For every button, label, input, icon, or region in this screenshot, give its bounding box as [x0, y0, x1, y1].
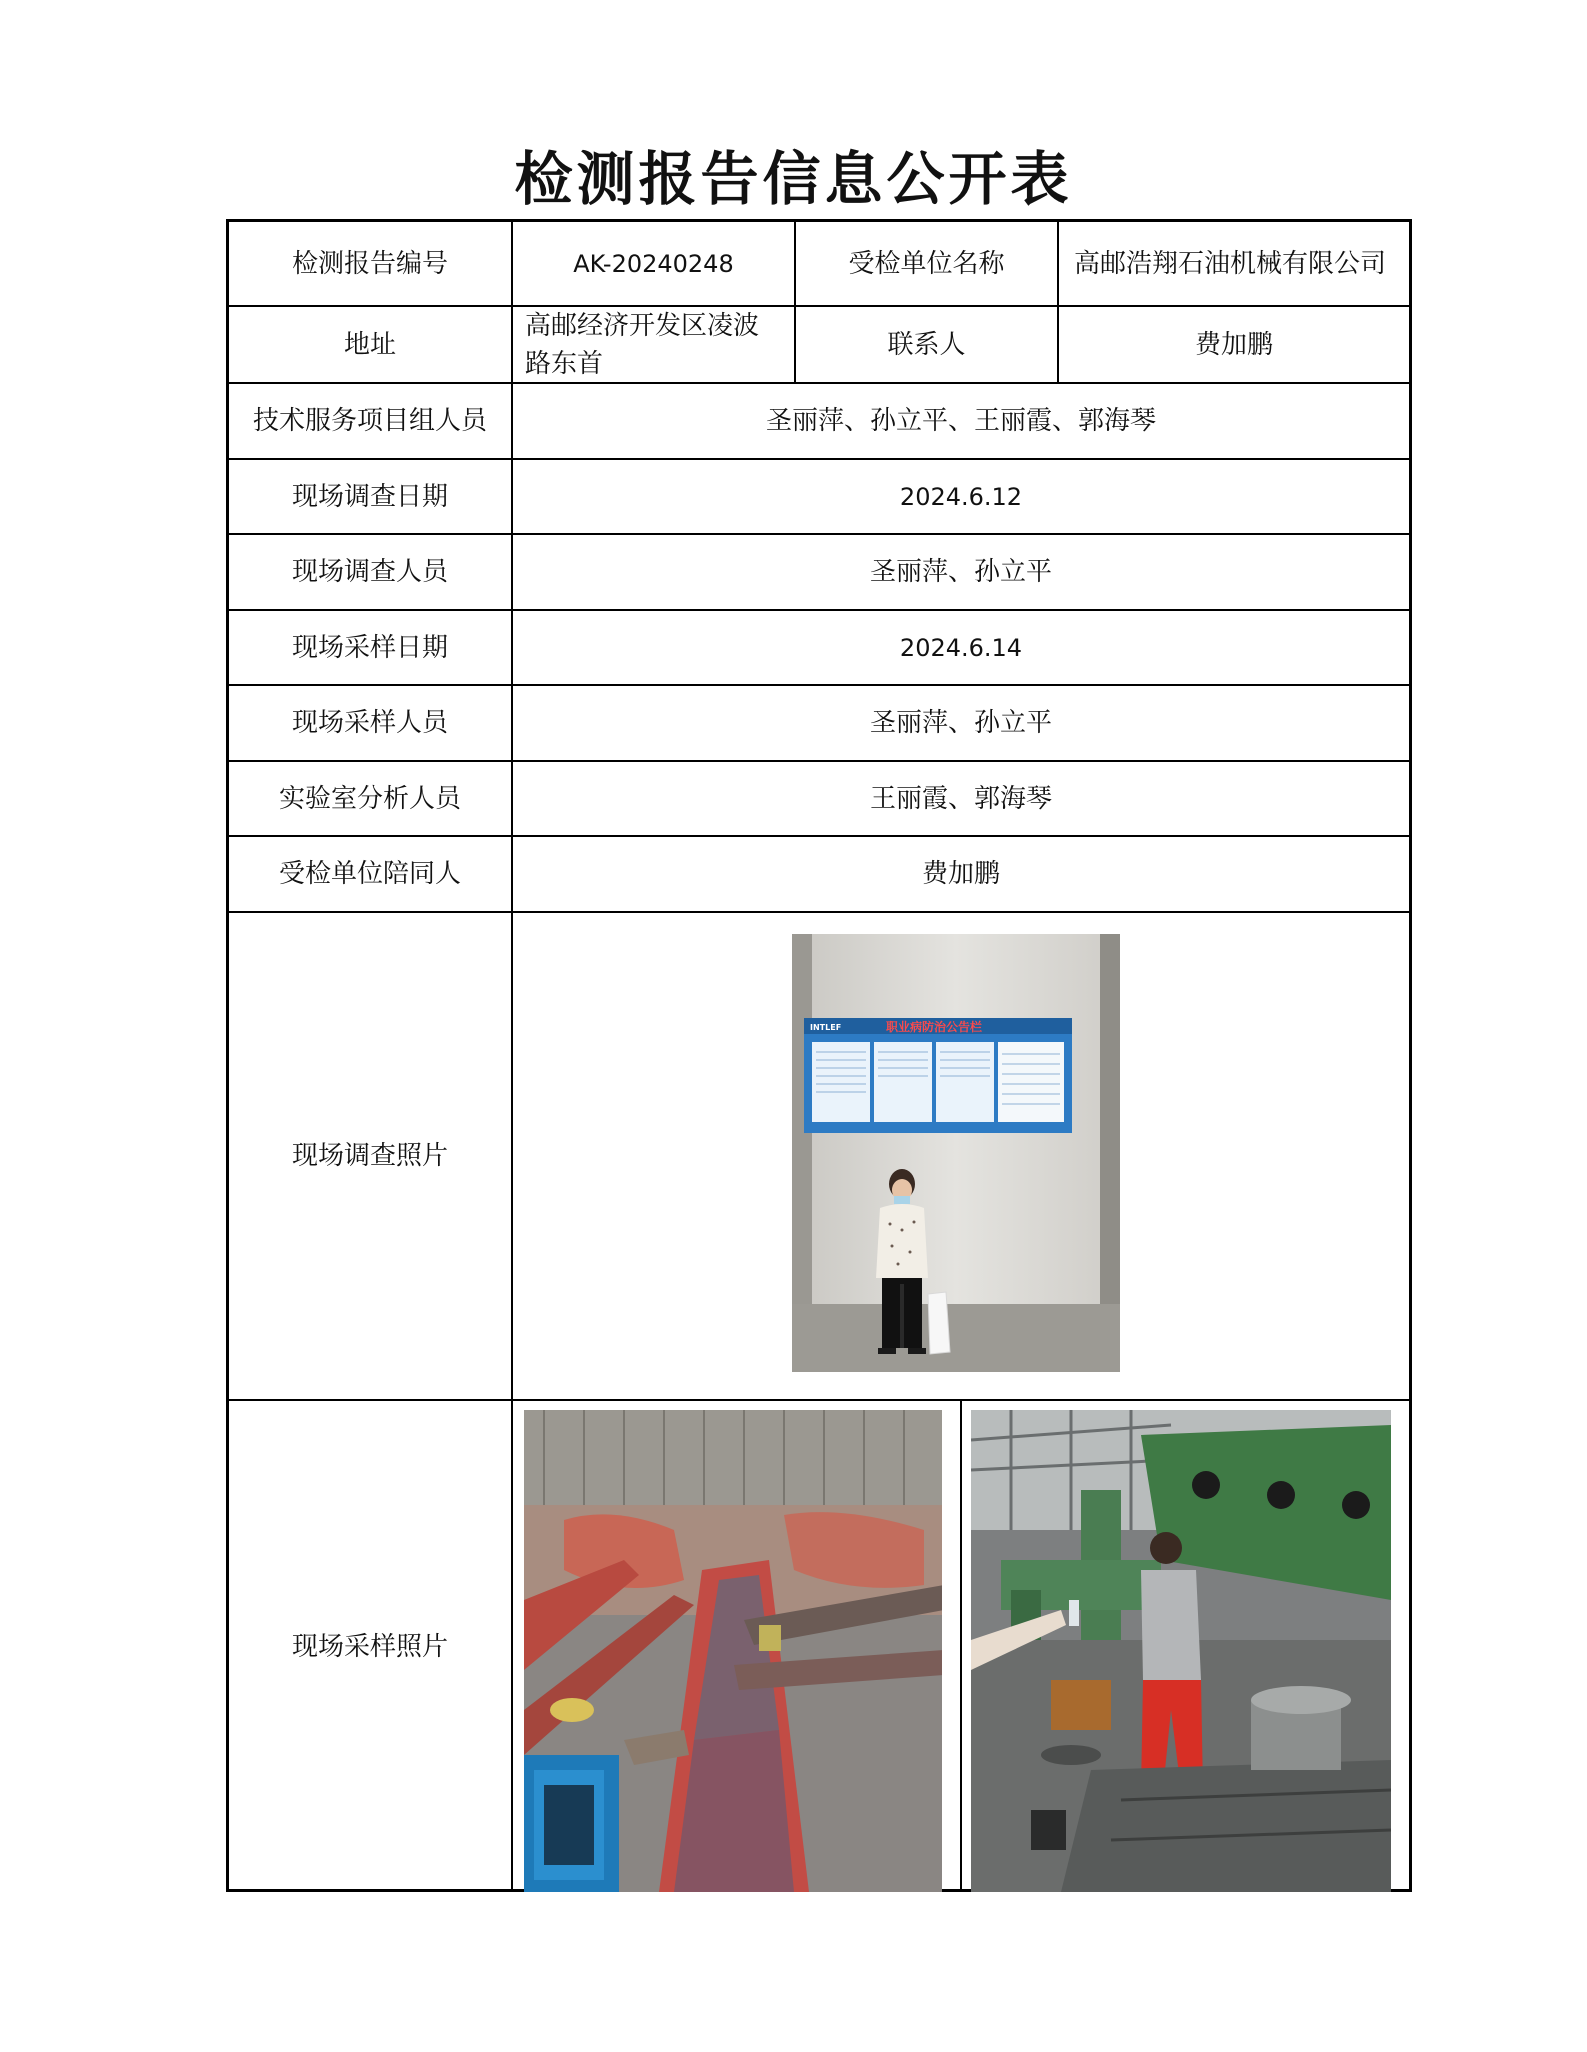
contact-label: 联系人 — [887, 329, 966, 360]
team-value: 圣丽萍、孙立平、王丽霞、郭海琴 — [765, 406, 1156, 436]
sample-photo-steel-plates — [524, 1410, 942, 1892]
survey-staff-label: 现场调查人员 — [291, 557, 448, 587]
sample-date-value: 2024.6.14 — [899, 633, 1023, 662]
lab-staff-label: 实验室分析人员 — [278, 783, 461, 814]
report-no-value: AK-20240248 — [573, 249, 734, 278]
sample-date-label: 现场采样日期 — [291, 632, 448, 663]
info-table — [226, 219, 1412, 1892]
board-logo: INTLEF — [810, 1023, 842, 1032]
address-value: 高邮经济开发区凌波路东首 — [525, 310, 760, 379]
unit-name-label: 受检单位名称 — [848, 248, 1005, 279]
board-title: 职业病防治公告栏 — [885, 1020, 983, 1034]
sample-photo-drill-press — [971, 1410, 1391, 1892]
escort-label: 受检单位陪同人 — [278, 859, 461, 889]
address-label: 地址 — [343, 329, 396, 360]
escort-value: 费加鹏 — [921, 859, 1000, 889]
survey-photo — [792, 934, 1120, 1372]
sample-photo-label: 现场采样照片 — [291, 1631, 448, 1662]
survey-staff-value: 圣丽萍、孙立平 — [869, 557, 1052, 587]
survey-date-label: 现场调查日期 — [291, 481, 448, 512]
unit-name-value: 高邮浩翔石油机械有限公司 — [1073, 248, 1386, 279]
page-title: 检测报告信息公开表 — [514, 145, 1073, 213]
survey-photo-label: 现场调查照片 — [291, 1141, 448, 1171]
team-label: 技术服务项目组人员 — [252, 406, 487, 436]
report-no-label: 检测报告编号 — [291, 248, 448, 279]
sample-staff-value: 圣丽萍、孙立平 — [869, 708, 1052, 738]
sample-staff-label: 现场采样人员 — [291, 708, 448, 738]
lab-staff-value: 王丽霞、郭海琴 — [869, 783, 1052, 814]
contact-value: 费加鹏 — [1194, 329, 1273, 360]
survey-date-value: 2024.6.12 — [899, 482, 1023, 511]
